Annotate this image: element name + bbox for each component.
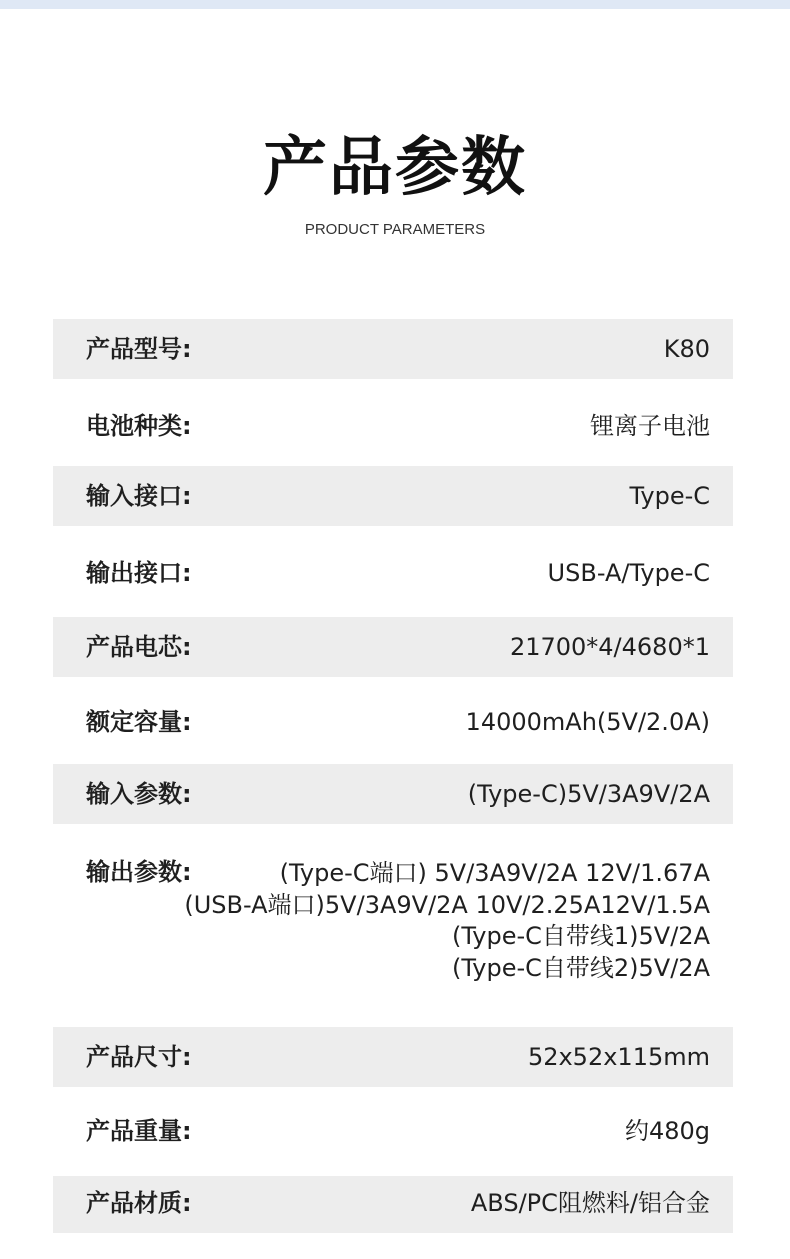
spec-row-output-port xyxy=(53,526,733,617)
spec-row-input-params xyxy=(53,764,733,824)
spec-label: 产品材质: xyxy=(86,1189,192,1217)
spec-row-output-params xyxy=(53,824,733,1027)
spec-label: 输出接口: xyxy=(86,559,192,587)
spec-value: 21700*4/4680*1 xyxy=(509,633,710,661)
spec-value: (Type-C)5V/3A9V/2A xyxy=(467,780,710,808)
spec-row-model xyxy=(53,319,733,379)
spec-value-line: (Type-C端口) 5V/3A9V/2A 12V/1.67A xyxy=(279,859,710,887)
spec-label: 产品重量: xyxy=(86,1117,192,1145)
spec-row-input-port xyxy=(53,466,733,526)
spec-row-battery-type xyxy=(53,379,733,466)
spec-value: 52x52x115mm xyxy=(527,1043,710,1071)
spec-value-line: (Type-C自带线1)5V/2A xyxy=(452,922,710,950)
spec-label: 输入参数: xyxy=(86,780,192,808)
spec-label: 产品型号: xyxy=(86,335,192,363)
spec-value: 14000mAh(5V/2.0A) xyxy=(465,708,710,736)
spec-label: 输出参数: xyxy=(86,858,192,886)
spec-label: 输入接口: xyxy=(86,482,192,510)
spec-value-multiline xyxy=(184,858,710,984)
top-strip xyxy=(0,0,790,9)
spec-value: 锂离子电池 xyxy=(590,412,710,440)
spec-value-line: (USB-A端口)5V/3A9V/2A 10V/2.25A12V/1.5A xyxy=(184,890,710,919)
spec-row-weight xyxy=(53,1087,733,1176)
spec-row-cell xyxy=(53,617,733,677)
page-subtitle: PRODUCT PARAMETERS xyxy=(304,221,486,238)
spec-value: K80 xyxy=(663,335,710,363)
spec-value: USB-A/Type-C xyxy=(547,559,710,587)
spec-value-line: (Type-C自带线2)5V/2A xyxy=(452,953,710,982)
spec-value: 约480g xyxy=(624,1117,710,1145)
spec-value: ABS/PC阻燃料/铝合金 xyxy=(470,1189,710,1217)
spec-label: 电池种类: xyxy=(86,412,192,440)
spec-label: 额定容量: xyxy=(86,708,192,736)
spec-row-material xyxy=(53,1176,733,1233)
spec-label: 产品尺寸: xyxy=(86,1043,192,1071)
spec-row-dimensions xyxy=(53,1027,733,1087)
page-title: 产品参数 xyxy=(263,131,527,205)
spec-table xyxy=(53,319,733,1233)
spec-label: 产品电芯: xyxy=(86,633,192,661)
spec-value: Type-C xyxy=(629,482,710,510)
spec-row-capacity xyxy=(53,677,733,764)
